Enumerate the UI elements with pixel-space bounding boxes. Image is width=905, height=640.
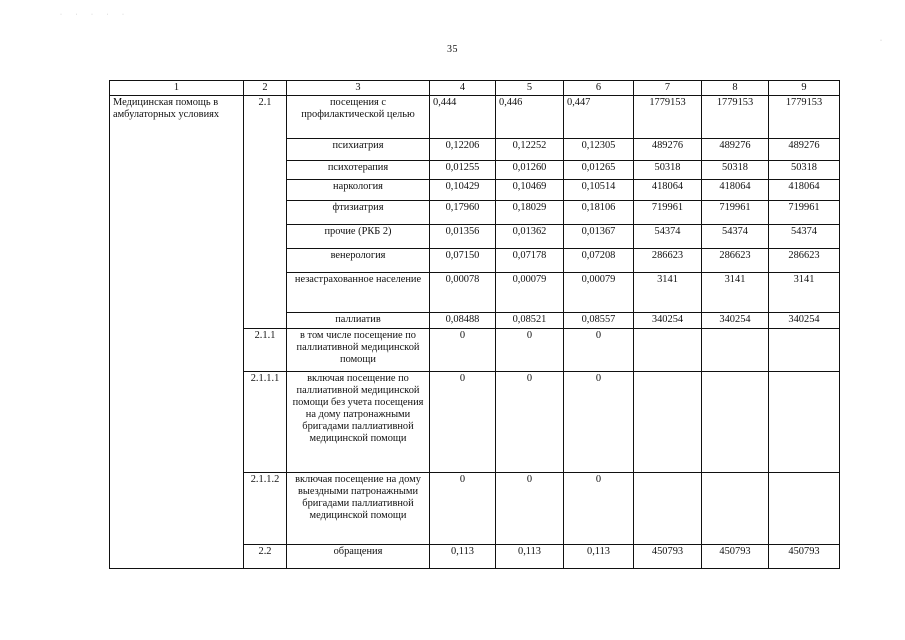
row-name: паллиатив <box>287 313 430 329</box>
row-code: 2.2 <box>244 545 287 569</box>
cell-value: 0,447 <box>564 96 634 139</box>
cell-value: 0,10469 <box>496 180 564 201</box>
column-header: 7 <box>634 81 702 96</box>
row-name: включая посещение по паллиативной медицинской помощи без учета посещения на дому патронажными бригадами паллиативной медицинской помощи <box>287 372 430 473</box>
row-code: 2.1.1 <box>244 329 287 372</box>
column-header: 2 <box>244 81 287 96</box>
row-name: обращения <box>287 545 430 569</box>
cell-value: 0,01367 <box>564 225 634 249</box>
cell-value: 0,00078 <box>430 273 496 313</box>
column-header: 9 <box>769 81 840 96</box>
row-name: венерология <box>287 249 430 273</box>
cell-value: 0,08488 <box>430 313 496 329</box>
cell-value: 0,07178 <box>496 249 564 273</box>
row-name: в том числе посещение по паллиативной медицинской помощи <box>287 329 430 372</box>
cell-value: 489276 <box>769 139 840 161</box>
cell-value <box>634 372 702 473</box>
column-header: 6 <box>564 81 634 96</box>
row-name: незастрахованное население <box>287 273 430 313</box>
column-header: 8 <box>702 81 769 96</box>
cell-value: 50318 <box>702 161 769 180</box>
cell-value: 0 <box>564 473 634 545</box>
cell-value: 418064 <box>702 180 769 201</box>
cell-value: 1779153 <box>702 96 769 139</box>
cell-value: 0,00079 <box>496 273 564 313</box>
cell-value: 0,08521 <box>496 313 564 329</box>
scan-artifact: · · · · · <box>60 12 130 18</box>
row-name: включая посещение на дому выездными патронажными бригадами паллиативной медицинской помощи <box>287 473 430 545</box>
cell-value: 450793 <box>634 545 702 569</box>
cell-value: 0 <box>496 372 564 473</box>
cell-value: 0 <box>430 473 496 545</box>
cell-value: 3141 <box>634 273 702 313</box>
cell-value: 719961 <box>702 201 769 225</box>
cell-value: 0,01265 <box>564 161 634 180</box>
cell-value: 50318 <box>634 161 702 180</box>
scan-artifact-dot: · <box>880 38 882 44</box>
cell-value: 0,113 <box>496 545 564 569</box>
row-code: 2.1.1.2 <box>244 473 287 545</box>
row-name: прочие (РКБ 2) <box>287 225 430 249</box>
cell-value: 50318 <box>769 161 840 180</box>
cell-value: 0,12206 <box>430 139 496 161</box>
cell-value: 0,18106 <box>564 201 634 225</box>
cell-value: 0 <box>564 329 634 372</box>
cell-value: 0,00079 <box>564 273 634 313</box>
row-name: посещения с профилактической целью <box>287 96 430 139</box>
cell-value: 0,01362 <box>496 225 564 249</box>
cell-value <box>702 372 769 473</box>
cell-value <box>769 473 840 545</box>
cell-value: 340254 <box>769 313 840 329</box>
cell-value: 3141 <box>702 273 769 313</box>
cell-value: 0,10429 <box>430 180 496 201</box>
cell-value: 0 <box>496 329 564 372</box>
cell-value: 0,12305 <box>564 139 634 161</box>
column-header: 5 <box>496 81 564 96</box>
table-header-row <box>110 81 840 96</box>
cell-value: 418064 <box>634 180 702 201</box>
cell-value: 0,444 <box>430 96 496 139</box>
data-table <box>109 80 840 569</box>
cell-value: 0 <box>564 372 634 473</box>
cell-value: 450793 <box>769 545 840 569</box>
cell-value: 3141 <box>769 273 840 313</box>
column-header: 3 <box>287 81 430 96</box>
cell-value: 340254 <box>634 313 702 329</box>
cell-value <box>769 372 840 473</box>
cell-value: 0,01260 <box>496 161 564 180</box>
cell-value: 286623 <box>634 249 702 273</box>
row-name: психиатрия <box>287 139 430 161</box>
cell-value: 0,12252 <box>496 139 564 161</box>
row-code: 2.1.1.1 <box>244 372 287 473</box>
row-code: 2.1 <box>244 96 287 329</box>
row-name: фтизиатрия <box>287 201 430 225</box>
cell-value: 286623 <box>702 249 769 273</box>
cell-value: 0,17960 <box>430 201 496 225</box>
cell-value: 54374 <box>769 225 840 249</box>
cell-value: 0,18029 <box>496 201 564 225</box>
cell-value: 0 <box>430 372 496 473</box>
section-label: Медицинская помощь в амбулаторных условиях <box>110 96 244 569</box>
cell-value: 1779153 <box>634 96 702 139</box>
cell-value <box>634 473 702 545</box>
cell-value: 719961 <box>634 201 702 225</box>
cell-value <box>702 473 769 545</box>
cell-value: 0,01255 <box>430 161 496 180</box>
cell-value: 0,10514 <box>564 180 634 201</box>
cell-value: 0,01356 <box>430 225 496 249</box>
cell-value: 54374 <box>702 225 769 249</box>
cell-value <box>769 329 840 372</box>
cell-value: 0,07150 <box>430 249 496 273</box>
cell-value: 0 <box>496 473 564 545</box>
cell-value: 0,446 <box>496 96 564 139</box>
cell-value: 340254 <box>702 313 769 329</box>
column-header: 4 <box>430 81 496 96</box>
cell-value: 489276 <box>634 139 702 161</box>
cell-value <box>702 329 769 372</box>
table-row <box>110 96 840 139</box>
cell-value: 54374 <box>634 225 702 249</box>
row-name: наркология <box>287 180 430 201</box>
page-number: 35 <box>447 44 458 55</box>
cell-value: 0,08557 <box>564 313 634 329</box>
column-header: 1 <box>110 81 244 96</box>
cell-value: 489276 <box>702 139 769 161</box>
cell-value: 0,113 <box>564 545 634 569</box>
cell-value: 450793 <box>702 545 769 569</box>
cell-value: 719961 <box>769 201 840 225</box>
cell-value: 0,113 <box>430 545 496 569</box>
cell-value <box>634 329 702 372</box>
cell-value: 286623 <box>769 249 840 273</box>
cell-value: 1779153 <box>769 96 840 139</box>
row-name: психотерапия <box>287 161 430 180</box>
cell-value: 0 <box>430 329 496 372</box>
cell-value: 0,07208 <box>564 249 634 273</box>
cell-value: 418064 <box>769 180 840 201</box>
